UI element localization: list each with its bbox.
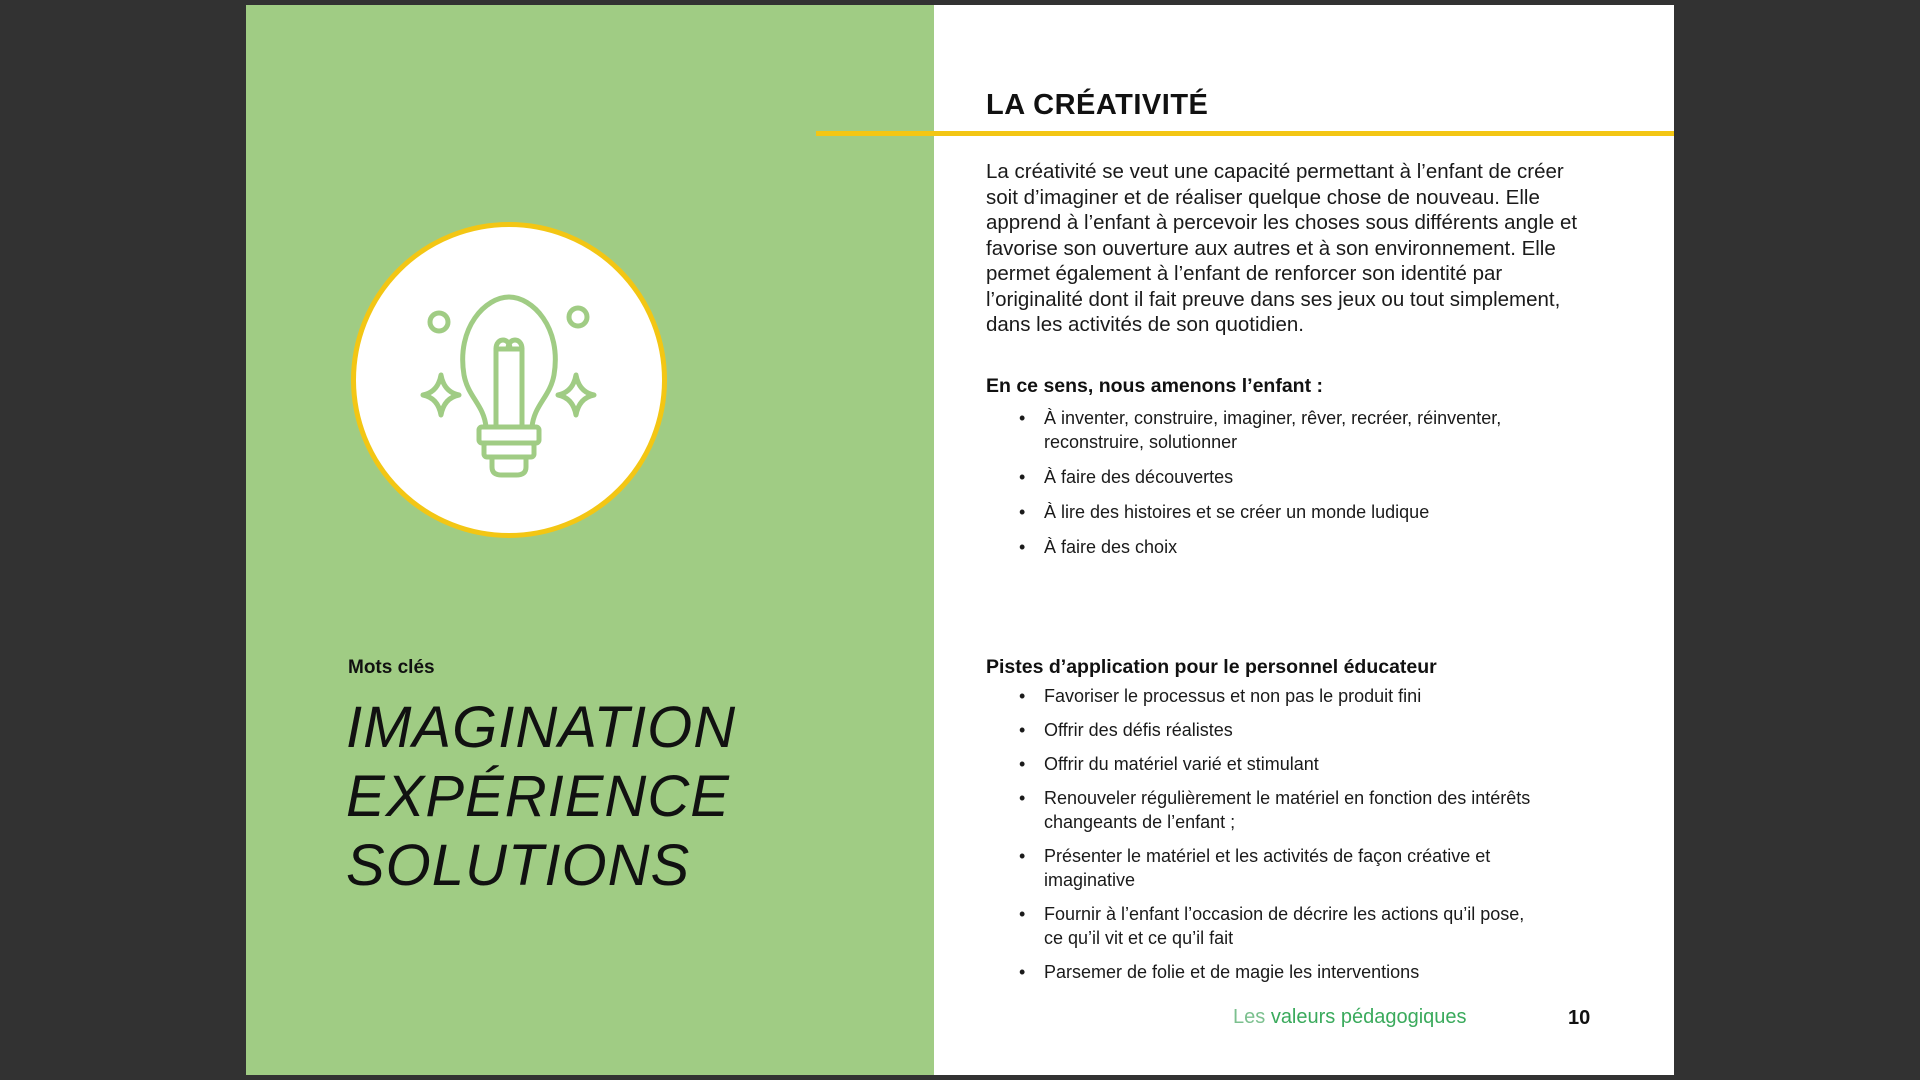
footer-section: valeurs pédagogiques — [1270, 1006, 1467, 1028]
list-item — [986, 535, 1546, 559]
list-item-text: Parsemer de folie et de magie les interventions — [1044, 962, 1420, 982]
bullet: • — [1019, 754, 1026, 774]
list-item-text: Présenter le matériel et les activités de façon créative et imaginative — [1044, 846, 1491, 890]
list-item-text: Fournir à l’enfant l’occasion de décrire les actions qu’il pose, ce qu’il vit et ce qu’il fait — [1044, 904, 1525, 948]
bullet: • — [1019, 720, 1026, 740]
bullet: • — [1019, 846, 1026, 866]
list-item — [986, 844, 1546, 892]
bullet: • — [1019, 686, 1026, 706]
list-item — [986, 684, 1546, 708]
list-item-text: Favoriser le processus et non pas le produit fini — [1044, 686, 1422, 706]
list-item-text: À faire des choix — [1044, 537, 1178, 557]
keyword: SOLUTIONS — [346, 833, 691, 898]
bullet: • — [1019, 788, 1026, 808]
list-item-text: Offrir du matériel varié et stimulant — [1044, 754, 1319, 774]
applications-heading: Pistes d’application pour le personnel éducateur — [986, 656, 1437, 678]
list-item-text: À lire des histoires et se créer un monde ludique — [1044, 502, 1430, 522]
title-underline — [816, 131, 1674, 136]
document-page — [246, 5, 1674, 1075]
objectives-list — [986, 406, 1546, 570]
bullet: • — [1019, 502, 1026, 522]
list-item-text: Renouveler régulièrement le matériel en fonction des intérêts changeants de l’enfant ; — [1044, 788, 1531, 832]
bullet: • — [1019, 537, 1026, 557]
list-item — [986, 465, 1546, 489]
page-number: 10 — [1568, 1007, 1591, 1029]
list-item — [986, 718, 1546, 742]
list-item-text: À inventer, construire, imaginer, rêver, recréer, réinventer, reconstruire, solutionner — [1044, 408, 1502, 452]
list-item — [986, 752, 1546, 776]
list-item-text: À faire des découvertes — [1044, 467, 1234, 487]
intro-paragraph: La créativité se veut une capacité permettant à l’enfant de créer soit d’imaginer et de réaliser quelque chose de nouveau. Elle apprend à l’enfant à percevoir les choses sous différents angle et favorise son ouverture aux autres et à son environnement. Elle permet également à l’enfant de renforcer son identité par l’originalité dont il fait preuve dans ses jeux ou tout simplement, dans les activités de son quotidien. — [986, 160, 1578, 336]
list-item — [986, 500, 1546, 524]
list-lead: En ce sens, nous amenons l’enfant : — [986, 375, 1323, 397]
keyword: IMAGINATION — [346, 695, 737, 760]
list-item — [986, 406, 1546, 454]
list-item-text: Offrir des défis réalistes — [1044, 720, 1233, 740]
footer-section-title — [1233, 1006, 1467, 1029]
page-title: LA CRÉATIVITÉ — [986, 89, 1209, 121]
footer-prefix: Les — [1233, 1006, 1266, 1028]
bullet: • — [1019, 962, 1026, 982]
bullet: • — [1019, 904, 1026, 924]
lightbulb-sparkle-icon — [356, 227, 662, 533]
list-item — [986, 786, 1546, 834]
applications-list — [986, 684, 1546, 994]
bullet: • — [1019, 467, 1026, 487]
list-item — [986, 902, 1546, 950]
icon-badge — [351, 222, 667, 538]
left-green-panel — [246, 5, 934, 1075]
keyword: EXPÉRIENCE — [346, 764, 730, 829]
bullet: • — [1019, 408, 1026, 428]
keywords-list — [346, 693, 736, 900]
keywords-label: Mots clés — [348, 657, 435, 678]
list-item — [986, 960, 1546, 984]
